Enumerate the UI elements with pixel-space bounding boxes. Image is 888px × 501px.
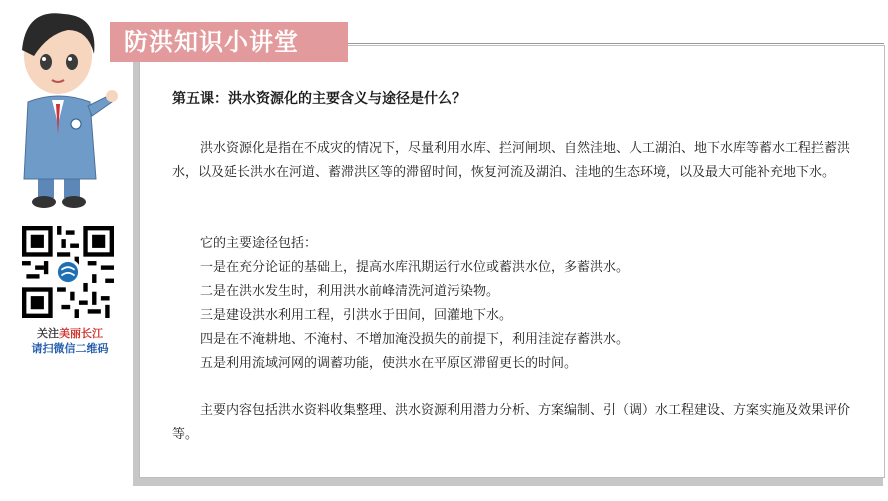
wechat-qr-code: [22, 226, 114, 318]
paragraph-definition: [172, 137, 862, 185]
header-rule: [348, 43, 884, 44]
paragraph-definition-text: 洪水资源化是指在不成灾的情况下，尽量利用水库、拦河闸坝、自然洼地、人工湖泊、地下水库等蓄水工程拦蓄洪水，以及延长洪水在河道、蓄滞洪区等的滞留时间，恢复河流及湖泊、洼地的生态环境，以及最大可能补充地下水。: [172, 141, 851, 180]
mascot-illustration: [8, 4, 120, 214]
paragraph-contents: [172, 399, 862, 447]
ways-list: [172, 232, 862, 376]
follow-prefix: 关注: [37, 327, 59, 340]
paragraph-contents-text: 主要内容包括洪水资料收集整理、洪水资源利用潜力分析、方案编制、引（调）水工程建设、方案实施及效果评价等。: [172, 403, 851, 442]
scan-text: 请扫微信二维码: [31, 342, 109, 355]
list-item: 三是建设洪水利用工程，引洪水于田间，回灌地下水。: [200, 308, 513, 323]
list-item: 四是在不淹耕地、不淹村、不增加淹没损失的前提下，利用洼淀存蓄洪水。: [200, 332, 630, 347]
follow-brand: 美丽长江: [59, 327, 103, 340]
ways-intro: 它的主要途径包括：: [200, 236, 318, 251]
list-item: 五是利用流域河网的调蓄功能，使洪水在平原区滞留更长的时间。: [200, 356, 578, 371]
list-item: 一是在充分论证的基础上，提高水库汛期运行水位或蓄洪水位，多蓄洪水。: [200, 260, 630, 275]
title-tab: 防洪知识小讲堂: [110, 22, 348, 62]
follow-caption: [12, 326, 128, 356]
list-item: 二是在洪水发生时，利用洪水前峰清洗河道污染物。: [200, 284, 500, 299]
lesson-title: 第五课：洪水资源化的主要含义与途径是什么？: [172, 91, 466, 107]
